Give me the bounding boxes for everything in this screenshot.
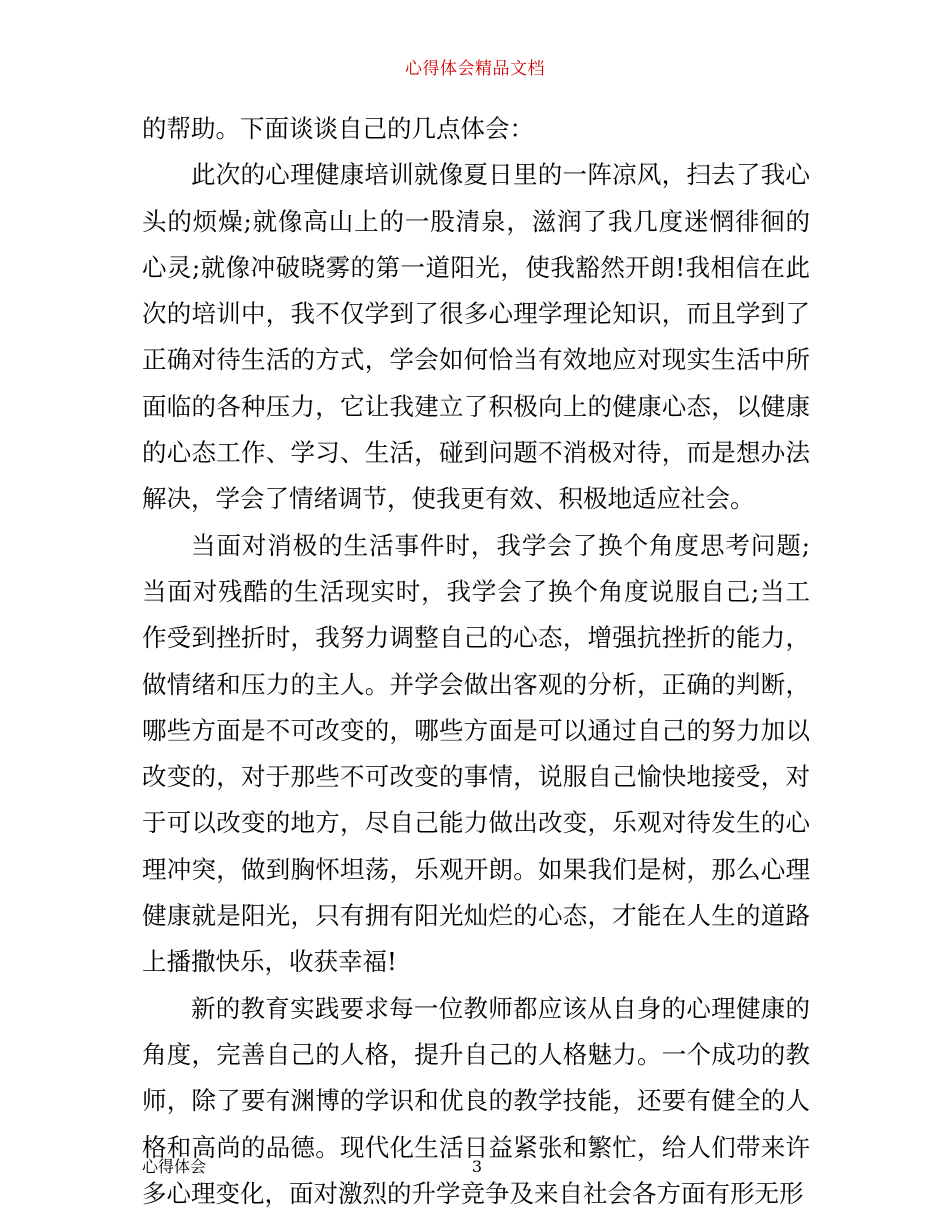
document-header-title: 心得体会精品文档: [405, 59, 545, 79]
document-body: [142, 106, 810, 1217]
paragraph-facing-setbacks: 当面对消极的生活事件时，我学会了换个角度思考问题;当面对残酷的生活现实时，我学会了换个角度说服自己;当工作受到挫折时，我努力调整自己的心态，增强抗挫折的能力，做情绪和压力的主人。并学会做出客观的分析，正确的判断，哪些方面是不可改变的，哪些方面是可以通过自己的努力加以改变的，对于那些不可改变的事情，说服自己愉快地接受，对于可以改变的地方，尽自己能力做出改变，乐观对待发生的心理冲突，做到胸怀坦荡，乐观开朗。如果我们是树，那么心理健康就是阳光，只有拥有阳光灿烂的心态，才能在人生的道路上播撒快乐，收获幸福!: [142, 530, 810, 977]
paragraph-training-experience: 此次的心理健康培训就像夏日里的一阵凉风，扫去了我心头的烦燥;就像高山上的一股清泉，滋润了我几度迷惘徘徊的心灵;就像冲破晓雾的第一道阳光，使我豁然开朗!我相信在此次的培训中，我不仅学到了很多心理学理论知识，而且学到了正确对待生活的方式，学会如何恰当有效地应对现实生活中所面临的各种压力，它让我建立了积极向上的健康心态，以健康的心态工作、学习、生活，碰到问题不消极对待，而是想办法解决，学会了情绪调节，使我更有效、积极地适应社会。: [142, 160, 810, 514]
paragraph-teacher-requirements: 新的教育实践要求每一位教师都应该从自身的心理健康的角度，完善自己的人格，提升自己的人格魅力。一个成功的教师，除了要有渊博的学识和优良的教学技能，还要有健全的人格和高尚的品德。现代化生活日益紧张和繁忙，给人们带来许多心理变化，面对激烈的升学竞争及来自社会各方面有形无形: [142, 993, 810, 1208]
footer-label: 心得体会: [142, 1157, 207, 1176]
page-number: 3: [471, 1157, 483, 1176]
paragraph-continuation: 的帮助。下面谈谈自己的几点体会：: [142, 114, 534, 143]
